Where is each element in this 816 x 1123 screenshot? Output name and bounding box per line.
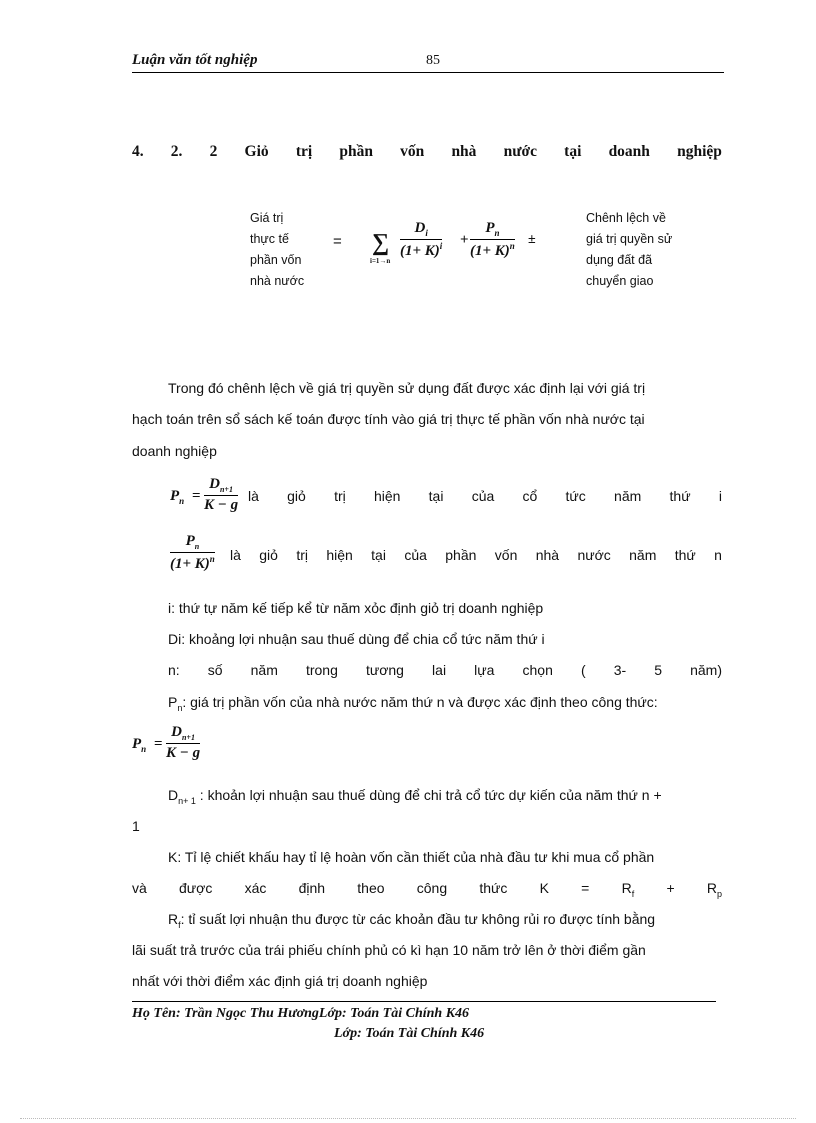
definition-rf: $R_f$: tỉ suất lợi nhuận thu được từ các khoản đầu tư không rủi ro được tính bằng bbox=[168, 911, 656, 930]
formula-right-label: Chênh lệch về giá trị quyền sử dụng đất đã chuyển giao bbox=[586, 211, 673, 288]
formula-pn: $P_n$ = $D_{n+1}$ K − g bbox=[132, 724, 201, 761]
footer-author: Họ Tên: Trần Ngọc Thu HươngLớp: Toán Tài Chính K46 bbox=[132, 1006, 470, 1021]
sigma-subscript: i=1→n bbox=[370, 257, 391, 265]
definition-di: Di: khoảng lợi nhuận sau thuế dùng để chia cổ tức năm thứ i bbox=[168, 631, 545, 647]
definition-present-value bbox=[170, 533, 722, 583]
heading-word: Giỏ bbox=[244, 143, 269, 160]
plus-minus-sign: ± bbox=[528, 232, 536, 247]
definition-dividend: $P_n$ = $D_{n+1}$ K − g là giỏ trị hiện tại của cổ tức năm thứ i bbox=[170, 476, 722, 513]
plus-sign: + bbox=[460, 232, 469, 248]
definition-i: i: thứ tự năm kế tiếp kể từ năm xỏc định giỏ trị doanh nghiệp bbox=[168, 600, 544, 616]
footer-rule bbox=[132, 1001, 716, 1002]
definition-text: là giỏ trị hiện tại của phần vốn nhà nước năm thứ n bbox=[230, 547, 722, 563]
footer-class: Lớp: Toán Tài Chính K46 bbox=[334, 1026, 485, 1041]
definition-k-formula: và được xác định theo công thức K = $R_f$ + $R_p$ bbox=[132, 880, 722, 899]
formula-left-label: Giá trị thực tế phần vốn nhà nước bbox=[250, 211, 305, 288]
fraction-di: $D_i$ $(1+ K)^i$ bbox=[400, 220, 443, 259]
definition-rf-line2: lãi suất trả trước của trái phiếu chính phủ có kì hạn 10 năm trở lên ở thời điểm gần bbox=[132, 942, 646, 958]
fraction-pn: $P_n$ $(1+ K)^n$ bbox=[470, 220, 515, 259]
definition-dn1-cont: 1 bbox=[132, 818, 140, 834]
page-edge-divider bbox=[20, 1118, 796, 1119]
heading-number-2: 2. bbox=[170, 143, 183, 160]
definition-rf-line3: nhất với thời điểm xác định giá trị doanh nghiệp bbox=[132, 973, 428, 989]
paragraph-line: doanh nghiệp bbox=[132, 443, 217, 459]
definition-n: n: số năm trong tương lai lựa chọn ( 3- 5 năm) bbox=[168, 662, 722, 678]
header-rule bbox=[132, 72, 724, 73]
heading-word: vốn bbox=[400, 143, 425, 160]
heading-word: nghiệp bbox=[677, 143, 722, 160]
paragraph-line: Trong đó chênh lệch về giá trị quyền sử dụng đất được xác định lại với giá trị bbox=[168, 380, 646, 396]
fraction-present-value: $P_n$ $(1+ K)^n$ bbox=[170, 533, 215, 572]
definition-dn1: $D_{n+ 1}$ : khoản lợi nhuận sau thuế dùng để chi trả cổ tức dự kiến của năm thứ n + bbox=[168, 787, 662, 806]
section-heading bbox=[132, 143, 722, 161]
paragraph-line: hạch toán trên sổ sách kế toán được tính vào giá trị thực tế phần vốn nhà nước tại bbox=[132, 411, 645, 427]
heading-number-3: 2 bbox=[209, 143, 218, 160]
formula-lhs: $P_n$ bbox=[170, 488, 185, 506]
sigma-symbol: ∑ bbox=[372, 230, 390, 256]
definition-pn: $P_n$: giá trị phần vốn của nhà nước năm thứ n và được xác định theo công thức: bbox=[168, 694, 658, 713]
fraction-pn-formula: $D_{n+1}$ K − g bbox=[166, 724, 201, 761]
heading-number-1: 4. bbox=[132, 143, 144, 160]
page-number: 85 bbox=[426, 53, 440, 68]
heading-word: tại bbox=[564, 143, 582, 160]
heading-word: doanh bbox=[608, 143, 650, 160]
fraction-dividend: $D_{n+1}$ K − g bbox=[204, 476, 239, 513]
running-header-title: Luận văn tốt nghiệp bbox=[132, 52, 258, 68]
heading-word: phần bbox=[339, 143, 373, 160]
main-formula bbox=[370, 220, 540, 280]
heading-word: trị bbox=[295, 143, 313, 160]
definition-k: K: Tỉ lệ chiết khấu hay tỉ lệ hoàn vốn cần thiết của nhà đầu tư khi mua cổ phần bbox=[168, 849, 655, 865]
formula-equals: = bbox=[333, 233, 342, 250]
heading-word: nhà bbox=[451, 143, 477, 160]
heading-word: nước bbox=[503, 143, 537, 160]
definition-text: là giỏ trị hiện tại của cổ tức năm thứ i bbox=[248, 488, 722, 504]
